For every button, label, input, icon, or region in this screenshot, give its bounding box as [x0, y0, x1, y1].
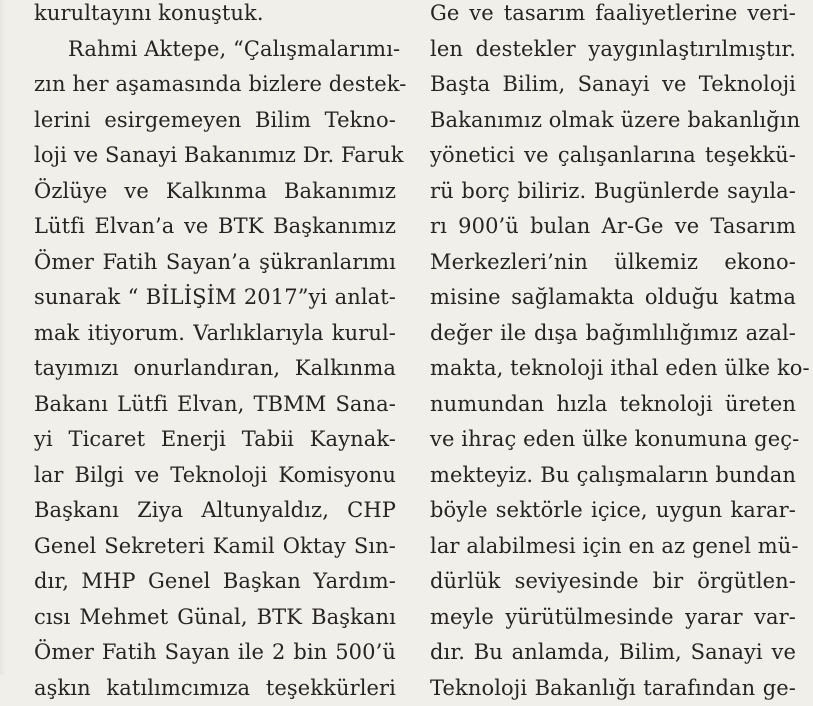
left-column-line: zın her aşamasında bizlere destek- — [34, 67, 396, 103]
right-column-line: lar alabilmesi için en az genel mü- — [430, 529, 796, 565]
right-column-line: Bakanımız olmak üzere bakanlığın — [430, 103, 796, 139]
right-column-line: dır. Bu anlamda, Bilim, Sanayi ve — [430, 635, 796, 671]
left-column-line: aşkın katılımcımıza teşekkürleri — [34, 671, 396, 706]
left-column-line: tayımızı onurlandıran, Kalkınma — [34, 351, 396, 387]
left-column-line: Özlüye ve Kalkınma Bakanımız — [34, 174, 396, 210]
right-column-line: mekteyiz. Bu çalışmaların bundan — [430, 458, 796, 494]
right-column-line: meyle yürütülmesinde yarar var- — [430, 600, 796, 636]
left-column-line: Ömer Fatih Sayan’a şükranlarımı — [34, 245, 396, 281]
right-column-line: numundan hızla teknoloji üreten — [430, 387, 796, 423]
left-column-line: Bakanı Lütfi Elvan, TBMM Sana- — [34, 387, 396, 423]
right-column-line: len destekler yaygınlaştırılmıştır. — [430, 32, 796, 68]
left-column-line: Rahmi Aktepe, “Çalışmalarımı- — [34, 32, 396, 68]
left-column-line: Genel Sekreteri Kamil Oktay Sın- — [34, 529, 396, 565]
left-column-line: sunarak “ BİLİŞİM 2017”yi anlat- — [34, 280, 396, 316]
right-column-line: rı 900’ü bulan Ar-Ge ve Tasarım — [430, 209, 796, 245]
left-column-line: kurultayını konuştuk. — [34, 0, 396, 32]
left-column-line: Lütfi Elvan’a ve BTK Başkanımız — [34, 209, 396, 245]
article-column-left — [34, 0, 396, 706]
article-column-right — [430, 0, 796, 706]
left-column-line: yi Ticaret Enerji Tabii Kaynak- — [34, 422, 396, 458]
left-column-line: lerini esirgemeyen Bilim Tekno- — [34, 103, 396, 139]
right-column-line: ve ihraç eden ülke konumuna geç- — [430, 422, 796, 458]
left-column-line: loji ve Sanayi Bakanımız Dr. Faruk — [34, 138, 396, 174]
left-column-line: Ömer Fatih Sayan ile 2 bin 500’ü — [34, 635, 396, 671]
left-column-line: lar Bilgi ve Teknoloji Komisyonu — [34, 458, 396, 494]
right-column-line: Merkezleri’nin ülkemiz ekono- — [430, 245, 796, 281]
right-column-line: yönetici ve çalışanlarına teşekkü- — [430, 138, 796, 174]
paper-edge-shadow — [0, 0, 6, 675]
right-column-line: Teknoloji Bakanlığı tarafından ge- — [430, 671, 796, 706]
right-column-line: dürlük seviyesinde bir örgütlen- — [430, 564, 796, 600]
right-column-line: rü borç biliriz. Bugünlerde sayıla- — [430, 174, 796, 210]
column-gutter — [412, 0, 413, 675]
left-column-line: Başkanı Ziya Altunyaldız, CHP — [34, 493, 396, 529]
right-column-line: Ge ve tasarım faaliyetlerine veri- — [430, 0, 796, 32]
right-column-line: değer ile dışa bağımlılığımız azal- — [430, 316, 796, 352]
right-column-line: böyle sektörle içice, uygun karar- — [430, 493, 796, 529]
right-column-line: makta, teknoloji ithal eden ülke ko- — [430, 351, 796, 387]
left-column-line: cısı Mehmet Günal, BTK Başkanı — [34, 600, 396, 636]
left-column-line: mak itiyorum. Varlıklarıyla kurul- — [34, 316, 396, 352]
right-column-line: misine sağlamakta olduğu katma — [430, 280, 796, 316]
right-column-line: Başta Bilim, Sanayi ve Teknoloji — [430, 67, 796, 103]
left-column-line: dır, MHP Genel Başkan Yardım- — [34, 564, 396, 600]
